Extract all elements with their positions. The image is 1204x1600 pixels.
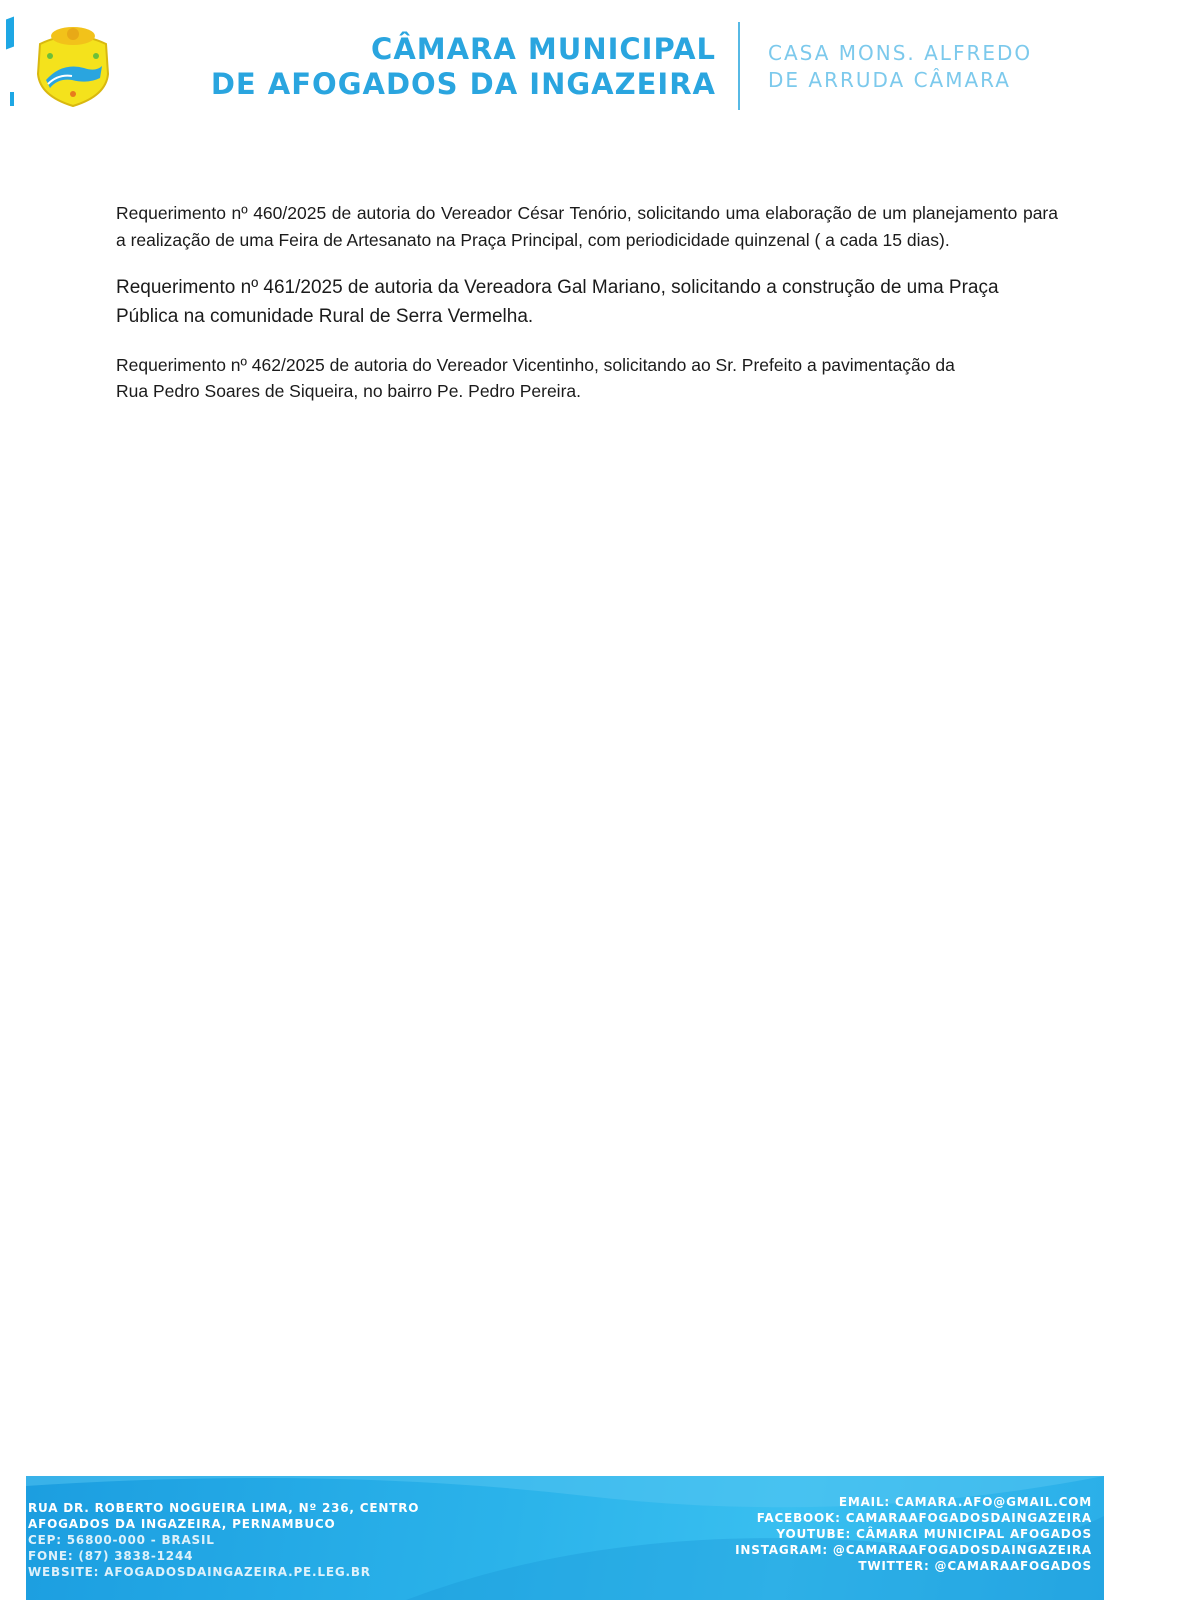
requerimento-460: Requerimento nº 460/2025 de autoria do Vereador César Tenório, solicitando uma elaboração de um planejamento para a realização de uma Feira de Artesanato na Praça Principal, com periodicidade quinzenal ( a cada 15 dias).	[116, 203, 1058, 250]
contact-email: EMAIL: CAMARA.AFO@GMAIL.COM	[838, 1495, 1092, 1509]
letterhead-header	[0, 0, 1204, 125]
institution-subtitle	[768, 40, 1032, 94]
contact-facebook: FACEBOOK: CAMARAAFOGADOSDAINGAZEIRA	[756, 1511, 1092, 1525]
contact-twitter: TWITTER: @CAMARAAFOGADOS	[858, 1559, 1092, 1573]
address-website: WEBSITE: AFOGADOSDAINGAZEIRA.PE.LEG.BR	[28, 1565, 371, 1579]
contact-youtube: YOUTUBE: CÂMARA MUNICIPAL AFOGADOS	[776, 1527, 1092, 1541]
footer-address	[28, 1500, 419, 1580]
subtitle-line-2: DE ARRUDA CÂMARA	[768, 68, 1011, 92]
requerimento-461: Requerimento nº 461/2025 de autoria da Vereadora Gal Mariano, solicitando a construção de uma Praça Pública na comunidade Rural de Serra Vermelha.	[116, 277, 999, 327]
requerimento-462: Requerimento nº 462/2025 de autoria do Vereador Vicentinho, solicitando ao Sr. Prefeito a pavimentação da Rua Pedro Soares de Siqueira, no bairro Pe. Pedro Pereira.	[116, 355, 955, 401]
corner-accent	[6, 17, 14, 50]
address-street: RUA DR. ROBERTO NOGUEIRA LIMA, Nº 236, CENTRO	[28, 1501, 420, 1515]
footer-contacts	[735, 1494, 1092, 1574]
municipal-crest-icon	[28, 22, 118, 110]
address-city: AFOGADOS DA INGAZEIRA, PERNAMBUCO	[28, 1517, 336, 1531]
letterhead-footer	[26, 1476, 1104, 1600]
document-body	[116, 200, 1058, 404]
title-line-1: CÂMARA MUNICIPAL	[371, 32, 716, 66]
header-divider	[738, 22, 740, 110]
title-line-2: DE AFOGADOS DA INGAZEIRA	[210, 67, 716, 101]
subtitle-line-1: CASA MONS. ALFREDO	[768, 41, 1033, 65]
contact-instagram: INSTAGRAM: @CAMARAAFOGADOSDAINGAZEIRA	[735, 1543, 1092, 1557]
address-phone: FONE: (87) 3838-1244	[28, 1549, 194, 1563]
corner-accent-small	[10, 92, 14, 106]
institution-title	[211, 32, 716, 102]
address-cep: CEP: 56800-000 - BRASIL	[28, 1533, 215, 1547]
